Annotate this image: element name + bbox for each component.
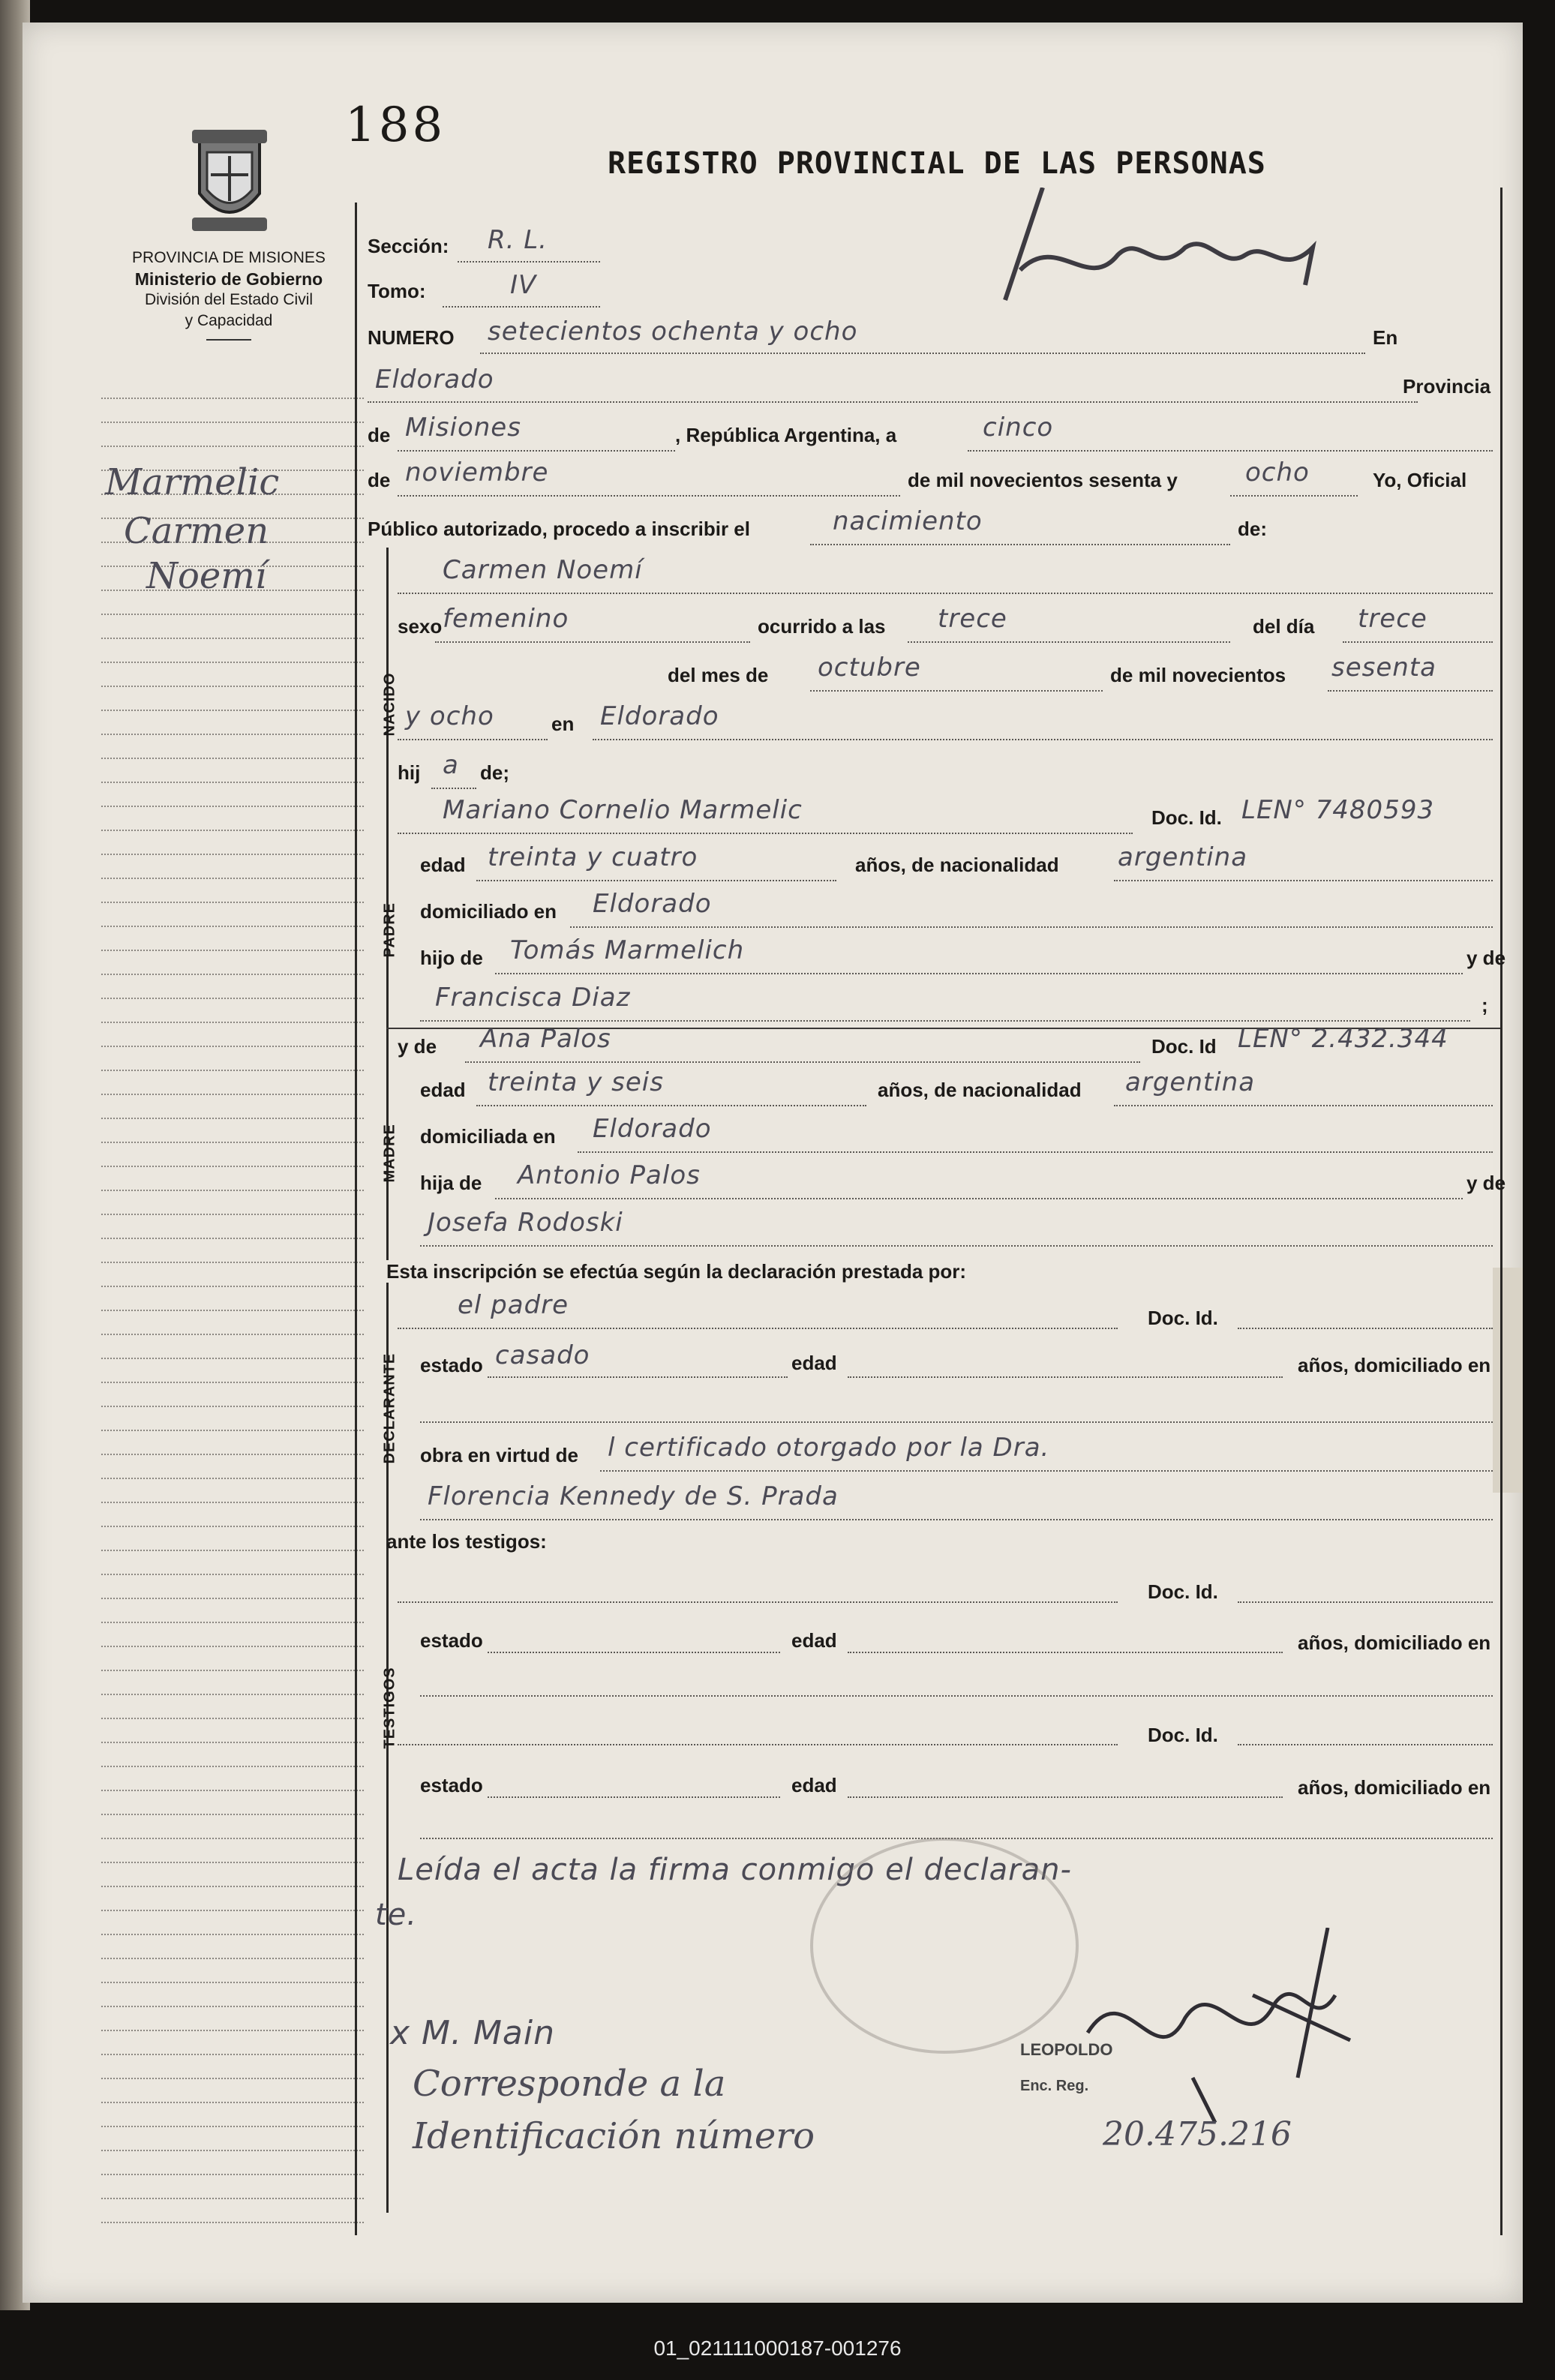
declarante-domicilio-line [420, 1421, 1493, 1423]
margin-ruled-line [101, 878, 364, 879]
madre-hija-line [495, 1198, 1463, 1199]
testigo1-estado-label: estado [420, 1629, 483, 1652]
testigo1-edad-label: edad [791, 1629, 837, 1652]
declarante-edad-label: edad [791, 1352, 837, 1374]
lugar-nac-value: Eldorado [600, 701, 719, 731]
mes-nac-value: octubre [818, 653, 921, 683]
margin-ruled-line [101, 1574, 364, 1575]
margin-ruled-line [101, 710, 364, 711]
mil-nac-label: de mil novecientos [1110, 664, 1286, 686]
margin-ruled-line [101, 1430, 364, 1431]
declarant-signature: x M. Main [390, 2014, 555, 2052]
margin-ruled-line [101, 446, 364, 447]
annotation-dni: 20.475.216 [1103, 2115, 1292, 2153]
obra-value: l certificado otorgado por la Dra. [608, 1433, 1050, 1463]
padre-dom-label: domiciliado en [420, 900, 557, 923]
obra-line [600, 1470, 1493, 1472]
margin-ruled-line [101, 1934, 364, 1935]
madre-yde2-label: y de [1466, 1172, 1506, 1194]
madre-edad-value: treinta y seis [488, 1067, 664, 1097]
margin-ruled-line [101, 2126, 364, 2127]
margin-ruled-line [101, 1382, 364, 1383]
margin-ruled-line [101, 1622, 364, 1623]
numero-line [480, 353, 1365, 354]
tomo-line [443, 306, 600, 308]
closing-line-1: Leída el acta la firma conmigo el declaran- [398, 1853, 1072, 1887]
mes-nac-line [810, 690, 1103, 692]
margin-ruled-line [101, 926, 364, 927]
madre-yde-label: y de [398, 1035, 437, 1058]
madre-doc-value: LEN° 2.432.344 [1238, 1024, 1448, 1054]
en-nac-label: en [551, 713, 575, 735]
margin-divider [355, 203, 357, 2235]
margin-ruled-line [101, 1910, 364, 1911]
testigo2-anios-label: años, domiciliado en [1298, 1776, 1491, 1799]
margin-ruled-line [101, 686, 364, 687]
margin-ruled-line [101, 1886, 364, 1887]
declarante-estado-line [488, 1376, 788, 1378]
nacido-nombre-line [398, 593, 1493, 594]
official-seal-stamp [810, 1838, 1079, 2054]
numero-label: NUMERO [368, 326, 455, 349]
margin-ruled-line [101, 1262, 364, 1263]
declarante-estado: casado [495, 1340, 590, 1370]
provincia-label: Provincia [1403, 375, 1491, 398]
testigo1-domicilio-line [420, 1695, 1493, 1697]
sexo-line [435, 641, 750, 643]
margin-ruled-line [101, 1094, 364, 1095]
madre-section-label: MADRE [381, 1124, 398, 1183]
testigo2-nombre-line [398, 1744, 1118, 1745]
testigo1-edad-line [848, 1652, 1283, 1653]
margin-surname: Marmelic [105, 461, 280, 503]
testigo2-doc-label: Doc. Id. [1148, 1724, 1218, 1746]
madre-edad-line [476, 1105, 866, 1106]
margin-ruled-line [101, 2102, 364, 2103]
padre-nombre: Mariano Cornelio Marmelic [443, 795, 803, 825]
office-province: PROVINCIA DE MISIONES [132, 249, 326, 266]
sexo-label: sexo [398, 615, 443, 638]
dia-nac-value: trece [1358, 604, 1427, 634]
obra-label: obra en virtud de [420, 1444, 578, 1466]
testigo1-nombre-line [398, 1601, 1118, 1603]
anio2-line [398, 739, 548, 740]
margin-middle-name: Noemí [146, 555, 267, 597]
dia-value: cinco [983, 413, 1054, 443]
margin-ruled-line [101, 422, 364, 423]
obra-line-2 [420, 1519, 1493, 1520]
margin-first-name: Carmen [124, 510, 269, 552]
padre-nombre-line [398, 833, 1133, 834]
declarante-nombre-line [398, 1328, 1118, 1329]
padre-dom-line [570, 926, 1493, 928]
mil-label: de mil novecientos sesenta y [908, 469, 1178, 491]
testigo2-doc-line [1238, 1744, 1493, 1745]
margin-ruled-line [101, 1862, 364, 1863]
seccion-value: R. L. [488, 225, 548, 255]
nacido-nombre: Carmen Noemí [443, 555, 643, 585]
tomo-value: IV [510, 270, 537, 300]
margin-ruled-line [101, 1310, 364, 1311]
testigo2-edad-line [848, 1796, 1283, 1798]
abuela-materna-line [420, 1245, 1493, 1247]
testigo1-doc-label: Doc. Id. [1148, 1580, 1218, 1603]
annotation-line-2: Identificación número [413, 2115, 815, 2157]
ocurrido-label: ocurrido a las [758, 615, 886, 638]
declarante-estado-label: estado [420, 1354, 483, 1376]
officer-signature [1065, 1928, 1380, 2123]
margin-ruled-line [101, 1358, 364, 1359]
declarante-anios-label: años, domiciliado en [1298, 1354, 1491, 1376]
annotation-line-1: Corresponde a la [413, 2063, 726, 2105]
padre-dom-value: Eldorado [593, 889, 712, 919]
abuela-paterna: Francisca Diaz [435, 983, 631, 1013]
margin-ruled-line [101, 2078, 364, 2079]
hij-line [431, 788, 476, 789]
margin-ruled-line [101, 638, 364, 639]
tomo-label: Tomo: [368, 280, 426, 302]
madre-edad-label: edad [420, 1079, 466, 1101]
margin-ruled-line [101, 1022, 364, 1023]
obra-value-2: Florencia Kennedy de S. Prada [428, 1481, 839, 1511]
padre-edad-line [476, 880, 836, 881]
de-label: de [368, 424, 391, 446]
anio-line [1230, 495, 1358, 497]
margin-ruled-line [101, 1814, 364, 1815]
anio-nac-value: sesenta [1331, 653, 1436, 683]
declarante-doc-label: Doc. Id. [1148, 1307, 1218, 1329]
dia-nac-line [1343, 641, 1493, 643]
padre-doc-label: Doc. Id. [1151, 806, 1222, 829]
madre-nac-value: argentina [1125, 1067, 1256, 1097]
margin-ruled-line [101, 806, 364, 807]
mes-value: noviembre [405, 458, 549, 488]
declarante-section-label: DECLARANTE [381, 1352, 398, 1464]
margin-ruled-line [101, 1070, 364, 1071]
margin-ruled-line [101, 1694, 364, 1695]
publico-label: Público autorizado, procedo a inscribir el [368, 518, 750, 540]
margin-ruled-line [101, 1502, 364, 1503]
officer-stamp-sub: Enc. Reg. [1020, 2078, 1089, 2094]
madre-nombre-line [465, 1061, 1140, 1063]
abuela-line [420, 1020, 1470, 1022]
margin-ruled-line [101, 1142, 364, 1143]
margin-ruled-line [101, 2054, 364, 2055]
hora-value: trece [938, 604, 1007, 634]
margin-ruled-line [101, 1766, 364, 1767]
margin-ruled-line [101, 1118, 364, 1119]
margin-ruled-line [101, 950, 364, 951]
abuelo-materno: Antonio Palos [518, 1160, 701, 1190]
de3-label: de: [1238, 518, 1267, 540]
right-frame [1500, 188, 1502, 2235]
padre-nac-value: argentina [1118, 842, 1248, 872]
anio-nac-value-2: y ocho [405, 701, 494, 731]
margin-ruled-line [101, 1334, 364, 1335]
madre-doc-label: Doc. Id [1151, 1035, 1217, 1058]
testigo2-estado-line [488, 1796, 780, 1798]
margin-ruled-line [101, 734, 364, 735]
office-division: División del Estado Civil [144, 291, 314, 308]
margin-ruled-line [101, 758, 364, 759]
margin-ruled-line [101, 1982, 364, 1983]
margin-ruled-line [101, 902, 364, 903]
margin-ruled-line [101, 1790, 364, 1791]
margin-ruled-line [101, 854, 364, 855]
declarante-edad-line [848, 1376, 1283, 1378]
issuing-office [79, 248, 379, 341]
margin-ruled-line [101, 1166, 364, 1167]
padre-nac-label: años, de nacionalidad [855, 854, 1059, 876]
declarante-nombre: el padre [458, 1290, 569, 1320]
anio-nac-line [1328, 690, 1493, 692]
nacido-section-label: NACIDO [381, 672, 398, 737]
hij-de-label: de; [480, 761, 509, 784]
margin-ruled-line [101, 1286, 364, 1287]
margin-ruled-line [101, 1454, 364, 1455]
dia-label: del día [1253, 615, 1315, 638]
image-identifier: 01_021111000187-001276 [653, 2336, 902, 2360]
sexo-value: femenino [443, 604, 569, 634]
madre-hija-label: hija de [420, 1172, 482, 1194]
office-divider [206, 339, 251, 341]
madre-dom-value: Eldorado [593, 1114, 712, 1144]
margin-ruled-line [101, 1406, 364, 1407]
madre-dom-label: domiciliada en [420, 1125, 556, 1148]
madre-nombre: Ana Palos [480, 1024, 611, 1054]
margin-ruled-line [101, 2198, 364, 2199]
declaracion-label: Esta inscripción se efectúa según la declaración prestada por: [386, 1260, 967, 1283]
testigo1-doc-line [1238, 1601, 1493, 1603]
margin-ruled-line [101, 1718, 364, 1719]
mes-label: del mes de [668, 664, 769, 686]
page-number: 188 [345, 98, 446, 153]
margin-ruled-line [101, 1214, 364, 1215]
declarante-doc-line [1238, 1328, 1493, 1329]
margin-ruled-line [101, 1598, 364, 1599]
abuela-materna: Josefa Rodoski [428, 1208, 623, 1238]
abuelo-paterno: Tomás Marmelich [510, 935, 745, 965]
provincia-value: Misiones [405, 413, 521, 443]
semicolon: ; [1481, 994, 1488, 1016]
hij-label: hij [398, 761, 421, 784]
margin-ruled-line [101, 1238, 364, 1239]
margin-ruled-line [101, 782, 364, 783]
testigo1-estado-line [488, 1652, 780, 1653]
mes-line [398, 495, 900, 497]
padre-nac-line [1114, 880, 1493, 881]
testigo2-edad-label: edad [791, 1774, 837, 1796]
office-ministry: Ministerio de Gobierno [134, 269, 323, 289]
margin-ruled-line [101, 974, 364, 975]
margin-ruled-line [101, 1550, 364, 1551]
en-label: En [1373, 326, 1398, 349]
testigo1-anios-label: años, domiciliado en [1298, 1631, 1491, 1654]
padre-doc-value: LEN° 7480593 [1241, 795, 1435, 825]
margin-ruled-line [101, 1838, 364, 1839]
register-page [23, 23, 1523, 2303]
margin-ruled-line [101, 614, 364, 615]
office-division-2: y Capacidad [185, 312, 273, 329]
republica-label: , República Argentina, a [675, 424, 897, 446]
margin-ruled-line [101, 1190, 364, 1191]
padre-edad-value: treinta y cuatro [488, 842, 698, 872]
register-title: REGISTRO PROVINCIAL DE LAS PERSONAS [608, 146, 1266, 181]
header-signature [998, 188, 1350, 308]
closing-line-2: te. [375, 1898, 418, 1932]
margin-ruled-line [101, 1046, 364, 1047]
margin-ruled-line [101, 2222, 364, 2223]
padre-hijo-line [495, 973, 1463, 974]
margin-ruled-line [101, 1742, 364, 1743]
margin-ruled-line [101, 2006, 364, 2007]
testigos-section-label: TESTIGOS [381, 1667, 398, 1749]
de2-label: de [368, 469, 391, 491]
lugar-nac-line [593, 739, 1493, 740]
margin-ruled-line [101, 830, 364, 831]
numero-value: setecientos ochenta y ocho [488, 317, 858, 347]
seccion-label: Sección: [368, 235, 449, 257]
padre-section-label: PADRE [381, 902, 398, 958]
margin-ruled-line [101, 998, 364, 999]
padre-yde-label: y de [1466, 947, 1506, 969]
acto-value: nacimiento [833, 506, 983, 536]
acto-line [810, 544, 1230, 545]
margin-ruled-line [101, 1478, 364, 1479]
hora-line [908, 641, 1230, 643]
margin-ruled-line [101, 2150, 364, 2151]
dia-line [968, 450, 1493, 452]
anio-value: ocho [1245, 458, 1310, 488]
madre-dom-line [578, 1151, 1493, 1153]
margin-ruled-line [101, 1958, 364, 1959]
madre-nac-label: años, de nacionalidad [878, 1079, 1082, 1101]
margin-ruled-line [101, 398, 364, 399]
margin-ruled-line [101, 1646, 364, 1647]
provincial-crest-icon [185, 126, 275, 239]
madre-nac-line [1114, 1105, 1493, 1106]
padre-hijo-label: hijo de [420, 947, 483, 969]
margin-ruled-line [101, 2174, 364, 2175]
margin-ruled-line [101, 662, 364, 663]
testigo2-estado-label: estado [420, 1774, 483, 1796]
provincia-line [398, 450, 675, 452]
page-edge-tab [1493, 1268, 1523, 1493]
testigos-intro-label: ante los testigos: [386, 1530, 547, 1553]
officer-stamp-name: LEOPOLDO [1020, 2040, 1113, 2059]
margin-ruled-line [101, 1526, 364, 1527]
margin-ruled-line [101, 1670, 364, 1671]
padre-edad-label: edad [420, 854, 466, 876]
lugar-line [368, 401, 1418, 403]
margin-ruled-line [101, 2030, 364, 2031]
seccion-line [458, 261, 600, 263]
lugar-value: Eldorado [375, 365, 494, 395]
yo-oficial-label: Yo, Oficial [1373, 469, 1467, 491]
hij-value: a [443, 750, 459, 780]
